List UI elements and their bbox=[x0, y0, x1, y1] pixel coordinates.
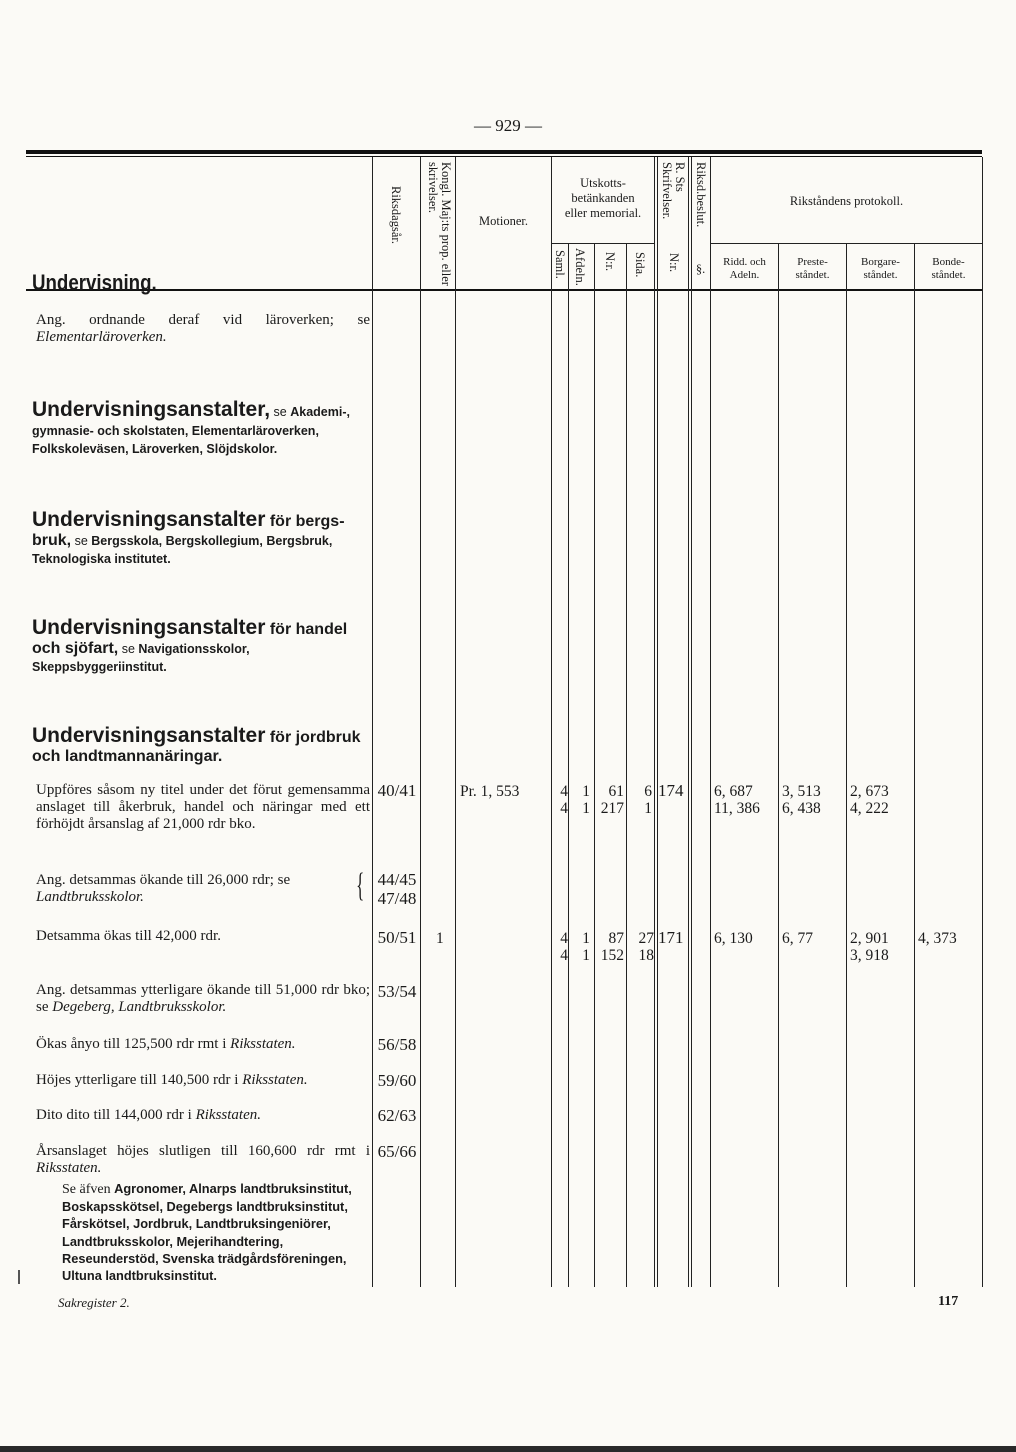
header-utskotts-line: betänkanden bbox=[571, 191, 635, 205]
col-line bbox=[914, 244, 915, 1287]
text-part: Ang. ordnande deraf vid läroverken; se bbox=[36, 312, 370, 328]
entry-anstalter-1 bbox=[32, 398, 370, 458]
row-1-year: 40/41 bbox=[377, 781, 417, 800]
text-se: se bbox=[270, 405, 291, 419]
col-line bbox=[654, 157, 655, 1287]
text-part: Årsanslaget höjes slutligen till 160,600 rdr rmt i bbox=[36, 1143, 370, 1159]
text-part: Ang. detsammas ytterligare ökande till 51,000 rdr bko; se bbox=[36, 982, 370, 1015]
col-line bbox=[691, 157, 692, 1287]
cell-value: 2, 901 bbox=[850, 930, 889, 947]
top-rule bbox=[26, 150, 982, 154]
cell-value: 3, 513 bbox=[782, 783, 821, 800]
row-3-preste: 6, 77 bbox=[782, 930, 813, 947]
row-3-afd bbox=[572, 930, 590, 964]
row-7-year: 62/63 bbox=[377, 1106, 417, 1125]
row-3-nr bbox=[594, 930, 624, 964]
col-line bbox=[688, 157, 689, 1287]
row-8-text bbox=[36, 1143, 370, 1177]
text-part: Höjes ytterligare till 140,500 rdr i bbox=[36, 1072, 243, 1088]
text-part: Dito dito till 144,000 rdr i bbox=[36, 1107, 196, 1123]
text-refs: Akademi-, gymnasie- och skolstaten, Elementarläroverken, Folkskoleväsen, Läroverken, Slöjdskolor. bbox=[32, 405, 350, 456]
col-line bbox=[551, 157, 552, 1287]
header-ridd-line: Ridd. och bbox=[723, 256, 766, 268]
text-for: för jordbruk bbox=[265, 729, 361, 746]
cell-value: 1 bbox=[582, 930, 590, 947]
row-1-rsts: 174 bbox=[658, 781, 684, 800]
text-line2: och landtmannanäringar. bbox=[32, 748, 223, 765]
col-line bbox=[594, 244, 595, 1287]
cell-value: 3, 918 bbox=[850, 947, 889, 964]
cell-value: 1 bbox=[582, 800, 590, 817]
cell-value: 61 bbox=[608, 783, 624, 800]
text-ref: Degeberg, Landtbruksskolor. bbox=[52, 999, 227, 1015]
entry-anstalter-2 bbox=[32, 508, 370, 568]
row-1-saml bbox=[556, 783, 568, 817]
text-part: Ang. detsammas ökande till 26,000 rdr; se bbox=[36, 872, 291, 888]
row-3-borgare bbox=[850, 930, 889, 964]
row-6-text bbox=[36, 1072, 370, 1089]
see-also-prefix: Se äfven bbox=[62, 1182, 115, 1197]
page-number: — 929 — bbox=[474, 116, 542, 135]
cell-value: 18 bbox=[638, 947, 654, 964]
cell-value: 4 bbox=[560, 930, 568, 947]
top-rule-thin bbox=[26, 156, 982, 157]
col-line bbox=[778, 244, 779, 1287]
row-5-year: 56/58 bbox=[377, 1035, 417, 1054]
cell-value: 1 bbox=[582, 947, 590, 964]
header-ridd bbox=[711, 256, 778, 282]
row-2-text bbox=[36, 872, 344, 906]
col-line bbox=[372, 157, 373, 1287]
footer-signature: 117 bbox=[938, 1294, 959, 1309]
header-protokoll: Rikståndens protokoll. bbox=[789, 194, 904, 208]
header-sida: Sida. bbox=[633, 252, 647, 278]
text-refs: Navigationsskolor, Skeppsbyggeriinstitut. bbox=[32, 642, 250, 674]
see-also-refs: Agronomer, Alnarps landtbruksinstitut, Boskapsskötsel, Degebergs landtbruksinstitut, Fårskötsel, Jordbruk, Landtbruksingeniörer, Landtbruksskolor, Mejerihandtering, Reseunderstöd, Svenska trädgårdsföreningen, Ultuna landtbruksinstitut. bbox=[62, 1181, 352, 1284]
header-preste bbox=[779, 256, 846, 282]
row-2-brace: { bbox=[356, 867, 365, 904]
row-7-text bbox=[36, 1107, 370, 1124]
row-3-rsts: 171 bbox=[658, 928, 684, 947]
row-1-preste bbox=[782, 783, 821, 817]
heading-anstalter: Undervisningsanstalter bbox=[32, 508, 266, 531]
scan-edge bbox=[0, 1446, 1016, 1452]
text-for: för bergs- bbox=[265, 513, 345, 530]
footer-sakregister: Sakregister 2. bbox=[58, 1295, 130, 1310]
cell-value: 2, 673 bbox=[850, 783, 889, 800]
header-nr: N:r. bbox=[603, 252, 617, 272]
row-3-sida bbox=[628, 930, 654, 964]
row-1-borgare bbox=[850, 783, 889, 817]
text-line2: bruk, bbox=[32, 532, 72, 549]
header-riksdbeslut: Riksd.beslut. bbox=[694, 162, 708, 228]
cell-value: 1 bbox=[582, 783, 590, 800]
col-line bbox=[846, 244, 847, 1287]
row-6-year: 59/60 bbox=[377, 1071, 417, 1090]
text-ref: Riksstaten. bbox=[230, 1036, 296, 1052]
margin-mark bbox=[18, 1270, 20, 1284]
header-kongl: Kongl. Maj:ts prop. eller skrivelser. bbox=[426, 162, 453, 286]
header-rsts-nr: N:r. bbox=[667, 253, 681, 273]
row-1-sida bbox=[628, 783, 652, 817]
col-line bbox=[626, 244, 627, 1287]
entry-anstalter-3 bbox=[32, 616, 370, 676]
year-value: 47/48 bbox=[377, 889, 417, 908]
header-riksdbeslut-s: §. bbox=[695, 262, 706, 276]
header-bonde bbox=[915, 256, 982, 282]
row-1-nr bbox=[594, 783, 624, 817]
entry-undervisning-text bbox=[36, 312, 370, 346]
col-line bbox=[982, 157, 983, 1287]
text-for: för handel bbox=[265, 621, 348, 638]
header-subline bbox=[710, 243, 982, 244]
header-bonde-line: ståndet. bbox=[931, 269, 966, 281]
row-3-text: Detsamma ökas till 42,000 rdr. bbox=[36, 928, 221, 944]
row-3-year: 50/51 bbox=[377, 928, 417, 947]
header-ridd-line: Adeln. bbox=[729, 269, 760, 281]
header-bonde-line: Bonde- bbox=[932, 256, 965, 268]
cell-value: 27 bbox=[638, 930, 654, 947]
cell-value: 6, 438 bbox=[782, 800, 821, 817]
header-utskotts-line: Utskotts- bbox=[580, 176, 626, 190]
cell-value: 11, 386 bbox=[714, 800, 760, 817]
cell-value: 4 bbox=[560, 783, 568, 800]
header-subline bbox=[551, 243, 654, 244]
header-borgare bbox=[847, 256, 914, 282]
header-saml: Saml. bbox=[553, 250, 567, 279]
entry-anstalter-4 bbox=[32, 724, 370, 766]
row-8-year: 65/66 bbox=[377, 1142, 417, 1161]
text-ref: Riksstaten. bbox=[242, 1072, 308, 1088]
cell-value: 152 bbox=[600, 947, 624, 964]
heading-anstalter: Undervisningsanstalter bbox=[32, 724, 266, 747]
row-4-text bbox=[36, 982, 370, 1016]
text-ref: Elementarläroverken. bbox=[36, 329, 167, 345]
text-refs: Bergsskola, Bergskollegium, Bergsbruk, Teknologiska institutet. bbox=[32, 534, 333, 566]
cell-value: 4 bbox=[560, 947, 568, 964]
heading-anstalter: Undervisningsanstalter, bbox=[32, 398, 271, 421]
col-line bbox=[455, 157, 456, 1287]
cell-value: 6 bbox=[644, 783, 652, 800]
col-line bbox=[420, 157, 421, 1287]
row-3-kongl: 1 bbox=[436, 930, 444, 947]
row-3-saml bbox=[556, 930, 568, 964]
header-preste-line: ståndet. bbox=[795, 269, 830, 281]
text-ref: Riksstaten. bbox=[195, 1107, 261, 1123]
header-utskotts-line: eller memorial. bbox=[564, 206, 642, 220]
header-preste-line: Preste- bbox=[797, 256, 828, 268]
cell-value: 87 bbox=[608, 930, 624, 947]
row-3-ridd: 6, 130 bbox=[714, 930, 753, 947]
col-line bbox=[568, 244, 569, 1287]
row-3-bonde: 4, 373 bbox=[918, 930, 957, 947]
header-borgare-line: ståndet. bbox=[863, 269, 898, 281]
header-afdeln: Afdeln. bbox=[573, 248, 587, 286]
header-rule bbox=[26, 289, 982, 291]
row-2-years bbox=[374, 870, 420, 908]
header-riksdagsar: Riksdagsår. bbox=[389, 186, 403, 244]
text-line2: och sjöfart, bbox=[32, 640, 119, 657]
col-line bbox=[710, 157, 711, 1287]
cell-value: 6, 687 bbox=[714, 783, 753, 800]
row-5-text bbox=[36, 1036, 370, 1053]
header-borgare-line: Borgare- bbox=[861, 256, 900, 268]
text-part: Ökas ånyo till 125,500 rdr rmt i bbox=[36, 1036, 231, 1052]
row-4-year: 53/54 bbox=[377, 982, 417, 1001]
heading-undervisning: Undervisning. bbox=[32, 270, 157, 295]
row-1-motion: Pr. 1, 553 bbox=[460, 783, 520, 800]
header-motioner: Motioner. bbox=[479, 214, 528, 228]
row-1-text: Uppföres såsom ny titel under det förut gemensamma anslaget till åkerbruk, handel och näringar med ett förhöjdt årsanslag af 21,000 rdr bko. bbox=[36, 782, 370, 832]
text-ref: Riksstaten. bbox=[36, 1160, 102, 1176]
cell-value: 1 bbox=[644, 800, 652, 817]
cell-value: 4 bbox=[560, 800, 568, 817]
text-se: se bbox=[118, 642, 139, 656]
row-1-afd bbox=[572, 783, 590, 817]
cell-value: 4, 222 bbox=[850, 800, 889, 817]
see-also bbox=[62, 1180, 370, 1284]
heading-anstalter: Undervisningsanstalter bbox=[32, 616, 266, 639]
text-se: se bbox=[71, 534, 92, 548]
year-value: 44/45 bbox=[377, 870, 417, 889]
header-rsts: R. Sts Skrifvelser. bbox=[660, 162, 687, 220]
col-line bbox=[657, 157, 658, 1287]
cell-value: 217 bbox=[600, 800, 624, 817]
text-ref: Landtbruksskolor. bbox=[36, 889, 144, 905]
header-utskotts bbox=[552, 176, 654, 221]
row-1-ridd bbox=[714, 783, 760, 817]
